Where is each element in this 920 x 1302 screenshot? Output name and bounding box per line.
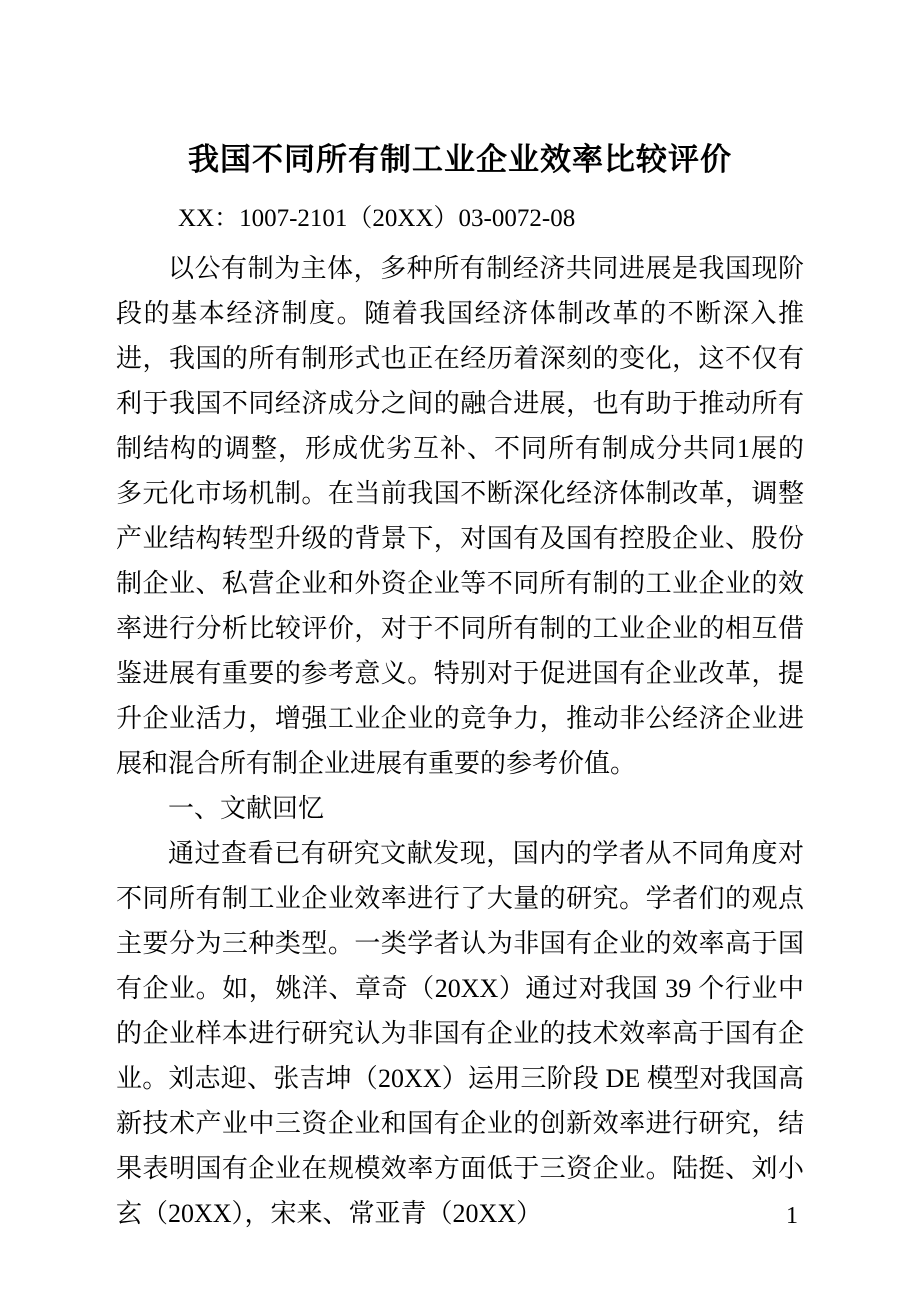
section-heading-literature-review: 一、文献回忆 [168,794,325,823]
page-number: 1 [786,1203,798,1229]
intro-paragraph: 以公有制为主体，多种所有制经济共同进展是我国现阶段的基本经济制度。随着我国经济体制改革的不断深入推进，我国的所有制形式也正在经历着深刻的变化，这不仅有利于我国不同经济成分之间的融合进展，也有助于推动所有制结构的调整，形成优劣互补、不同所有制成分共同1展的多元化市场机制。在当前我国不断深化经济体制改革，调整产业结构转型升级的背景下，对国有及国有控股企业、股份制企业、私营企业和外资企业等不同所有制的工业企业的效率进行分析比较评价，对于不同所有制的工业企业的相互借鉴进展有重要的参考意义。特别对于促进国有企业改革，提升企业活力，增强工业企业的竞争力，推动非公经济企业进展和混合所有制企业进展有重要的参考价值。 [116,254,804,778]
literature-review-paragraph: 通过查看已有研究文献发现，国内的学者从不同角度对不同所有制工业企业效率进行了大量的研究。学者们的观点主要分为三种类型。一类学者认为非国有企业的效率高于国有企业。如，姚洋、章奇（20XX）通过对我国 39 个行业中的企业样本进行研究认为非国有企业的技术效率高于国有企业。刘志迎、张吉坤（20XX）运用三阶段 DE 模型对我国高新技术产业中三资企业和国有企业的创新效率进行研究，结果表明国有企业在规模效率方面低于三资企业。陆挺、刘小玄（20XX），宋来、常亚青（20XX） [116,839,804,1228]
document-title: 我国不同所有制工业企业效率比较评价 [188,142,732,177]
article-number-line: XX：1007-2101（20XX）03-0072-08 [178,205,576,232]
